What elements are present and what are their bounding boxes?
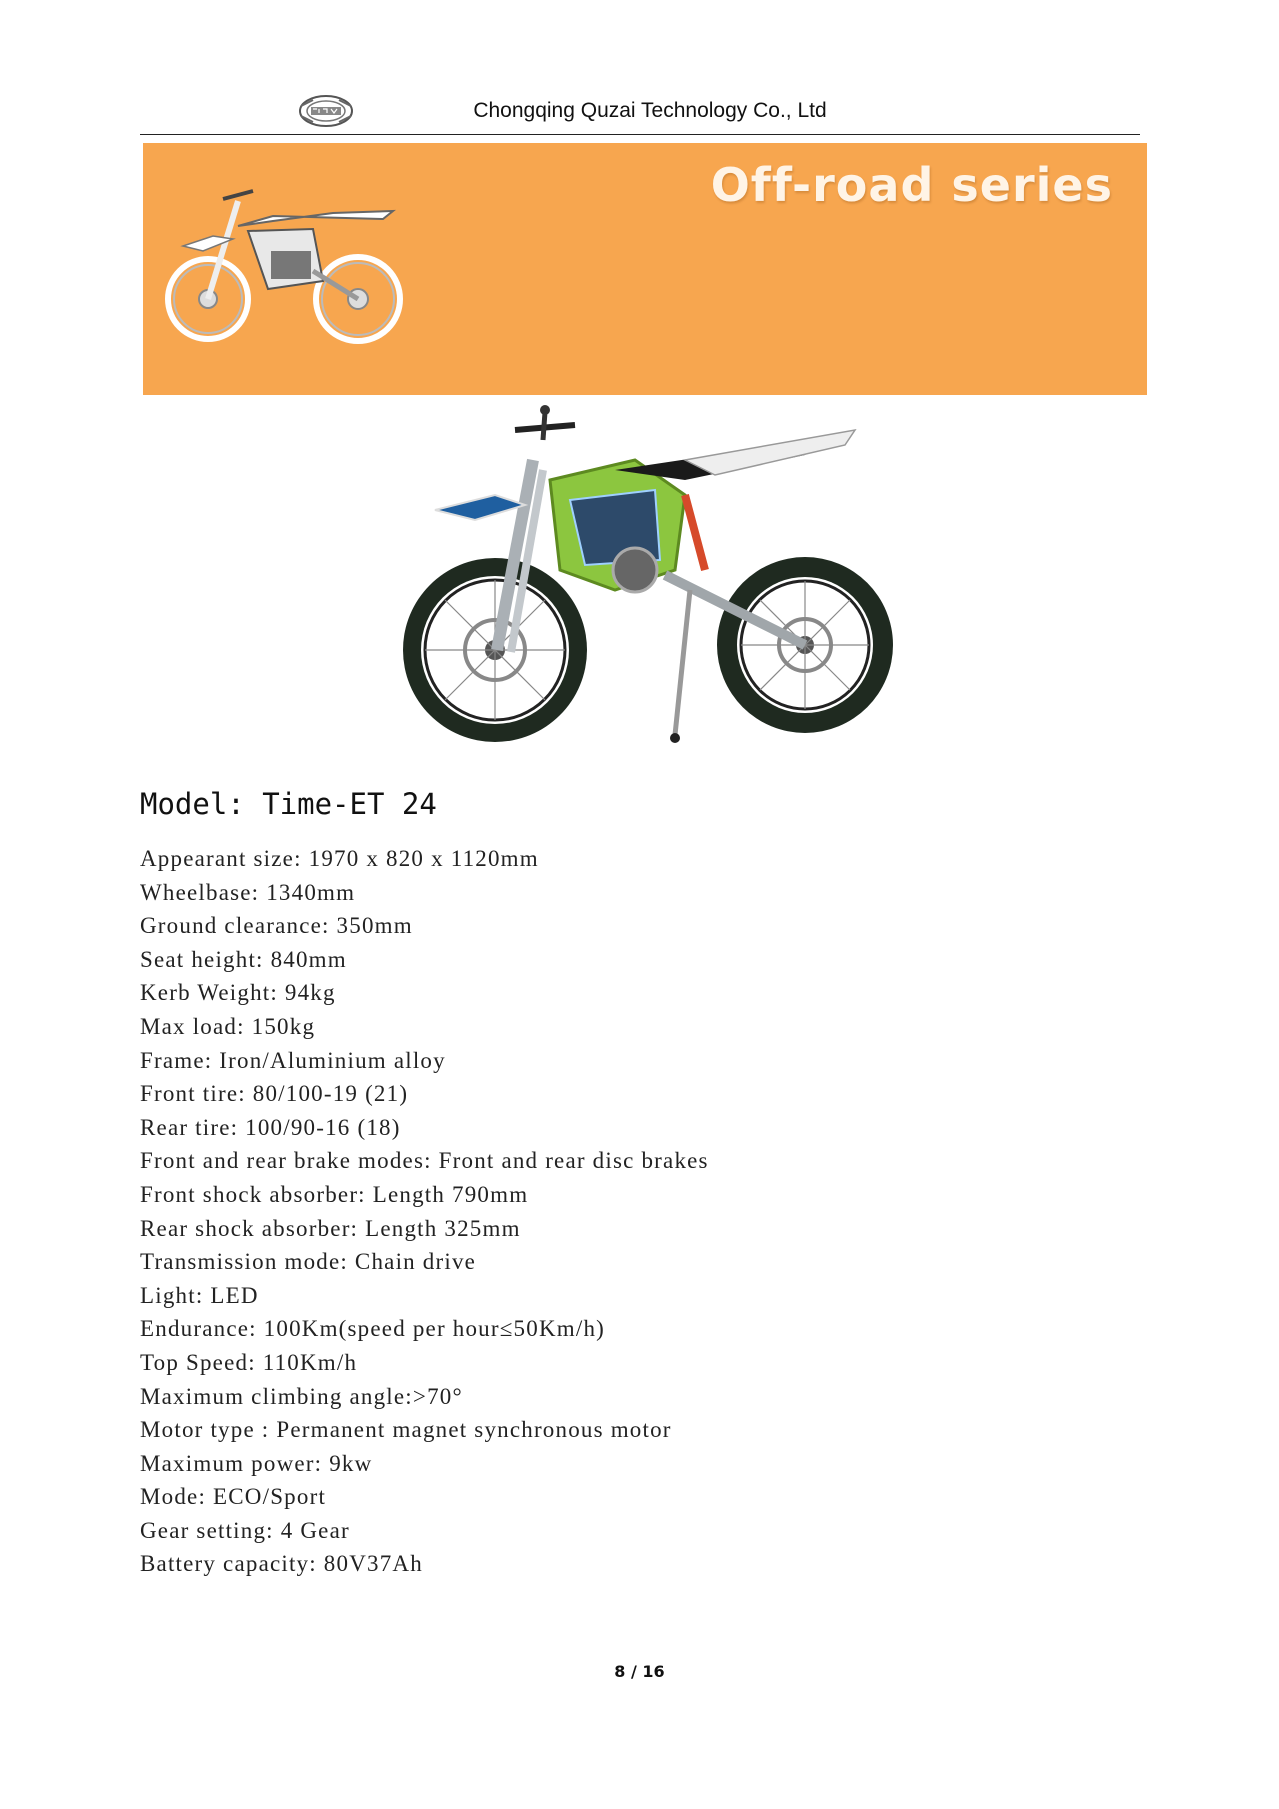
spec-item: Maximum power: 9kw (140, 1450, 373, 1476)
spec-item: Top Speed: 110Km/h (140, 1349, 358, 1375)
spec-item: Gear setting: 4 Gear (140, 1517, 350, 1543)
spec-item: Endurance: 100Km(speed per hour≤50Km/h) (140, 1316, 606, 1342)
company-name: Chongqing Quzai Technology Co., Ltd (473, 99, 827, 122)
spec-item: Frame: Iron/Aluminium alloy (140, 1047, 446, 1073)
spec-item: Battery capacity: 80V37Ah (140, 1551, 423, 1577)
model-title: Model: Time-ET 24 (140, 787, 437, 821)
spec-item: Ground clearance: 350mm (140, 913, 413, 939)
spec-item: Appearant size: 1970 x 820 x 1120mm (140, 846, 539, 871)
spec-item: Rear shock absorber: Length 325mm (140, 1215, 521, 1241)
banner-title: Off-road series (710, 158, 1113, 212)
spec-item: Light: LED (140, 1282, 259, 1308)
spec-item: Transmission mode: Chain drive (140, 1249, 477, 1275)
product-photo (385, 400, 905, 780)
spec-item: Seat height: 840mm (140, 946, 347, 972)
series-banner (143, 143, 1147, 395)
spec-item: Kerb Weight: 94kg (140, 980, 336, 1006)
spec-item: Max load: 150kg (140, 1013, 316, 1039)
page-number: 8 / 16 (614, 1662, 665, 1681)
spec-item: Front and rear brake modes: Front and rear disc brakes (140, 1148, 709, 1174)
spec-item: Maximum climbing angle:>70° (140, 1383, 463, 1409)
dirt-bike-sketch-image (153, 171, 423, 351)
spec-item: Mode: ECO/Sport (140, 1484, 327, 1510)
spec-item: Front tire: 80/100-19 (21) (140, 1081, 409, 1107)
spec-item: Front shock absorber: Length 790mm (140, 1181, 529, 1207)
spec-item: Motor type : Permanent magnet synchronous motor (140, 1417, 672, 1443)
spec-list (140, 842, 709, 1581)
spec-item: Wheelbase: 1340mm (140, 879, 356, 905)
spec-item: Rear tire: 100/90-16 (18) (140, 1114, 401, 1140)
page-header (140, 90, 1140, 135)
